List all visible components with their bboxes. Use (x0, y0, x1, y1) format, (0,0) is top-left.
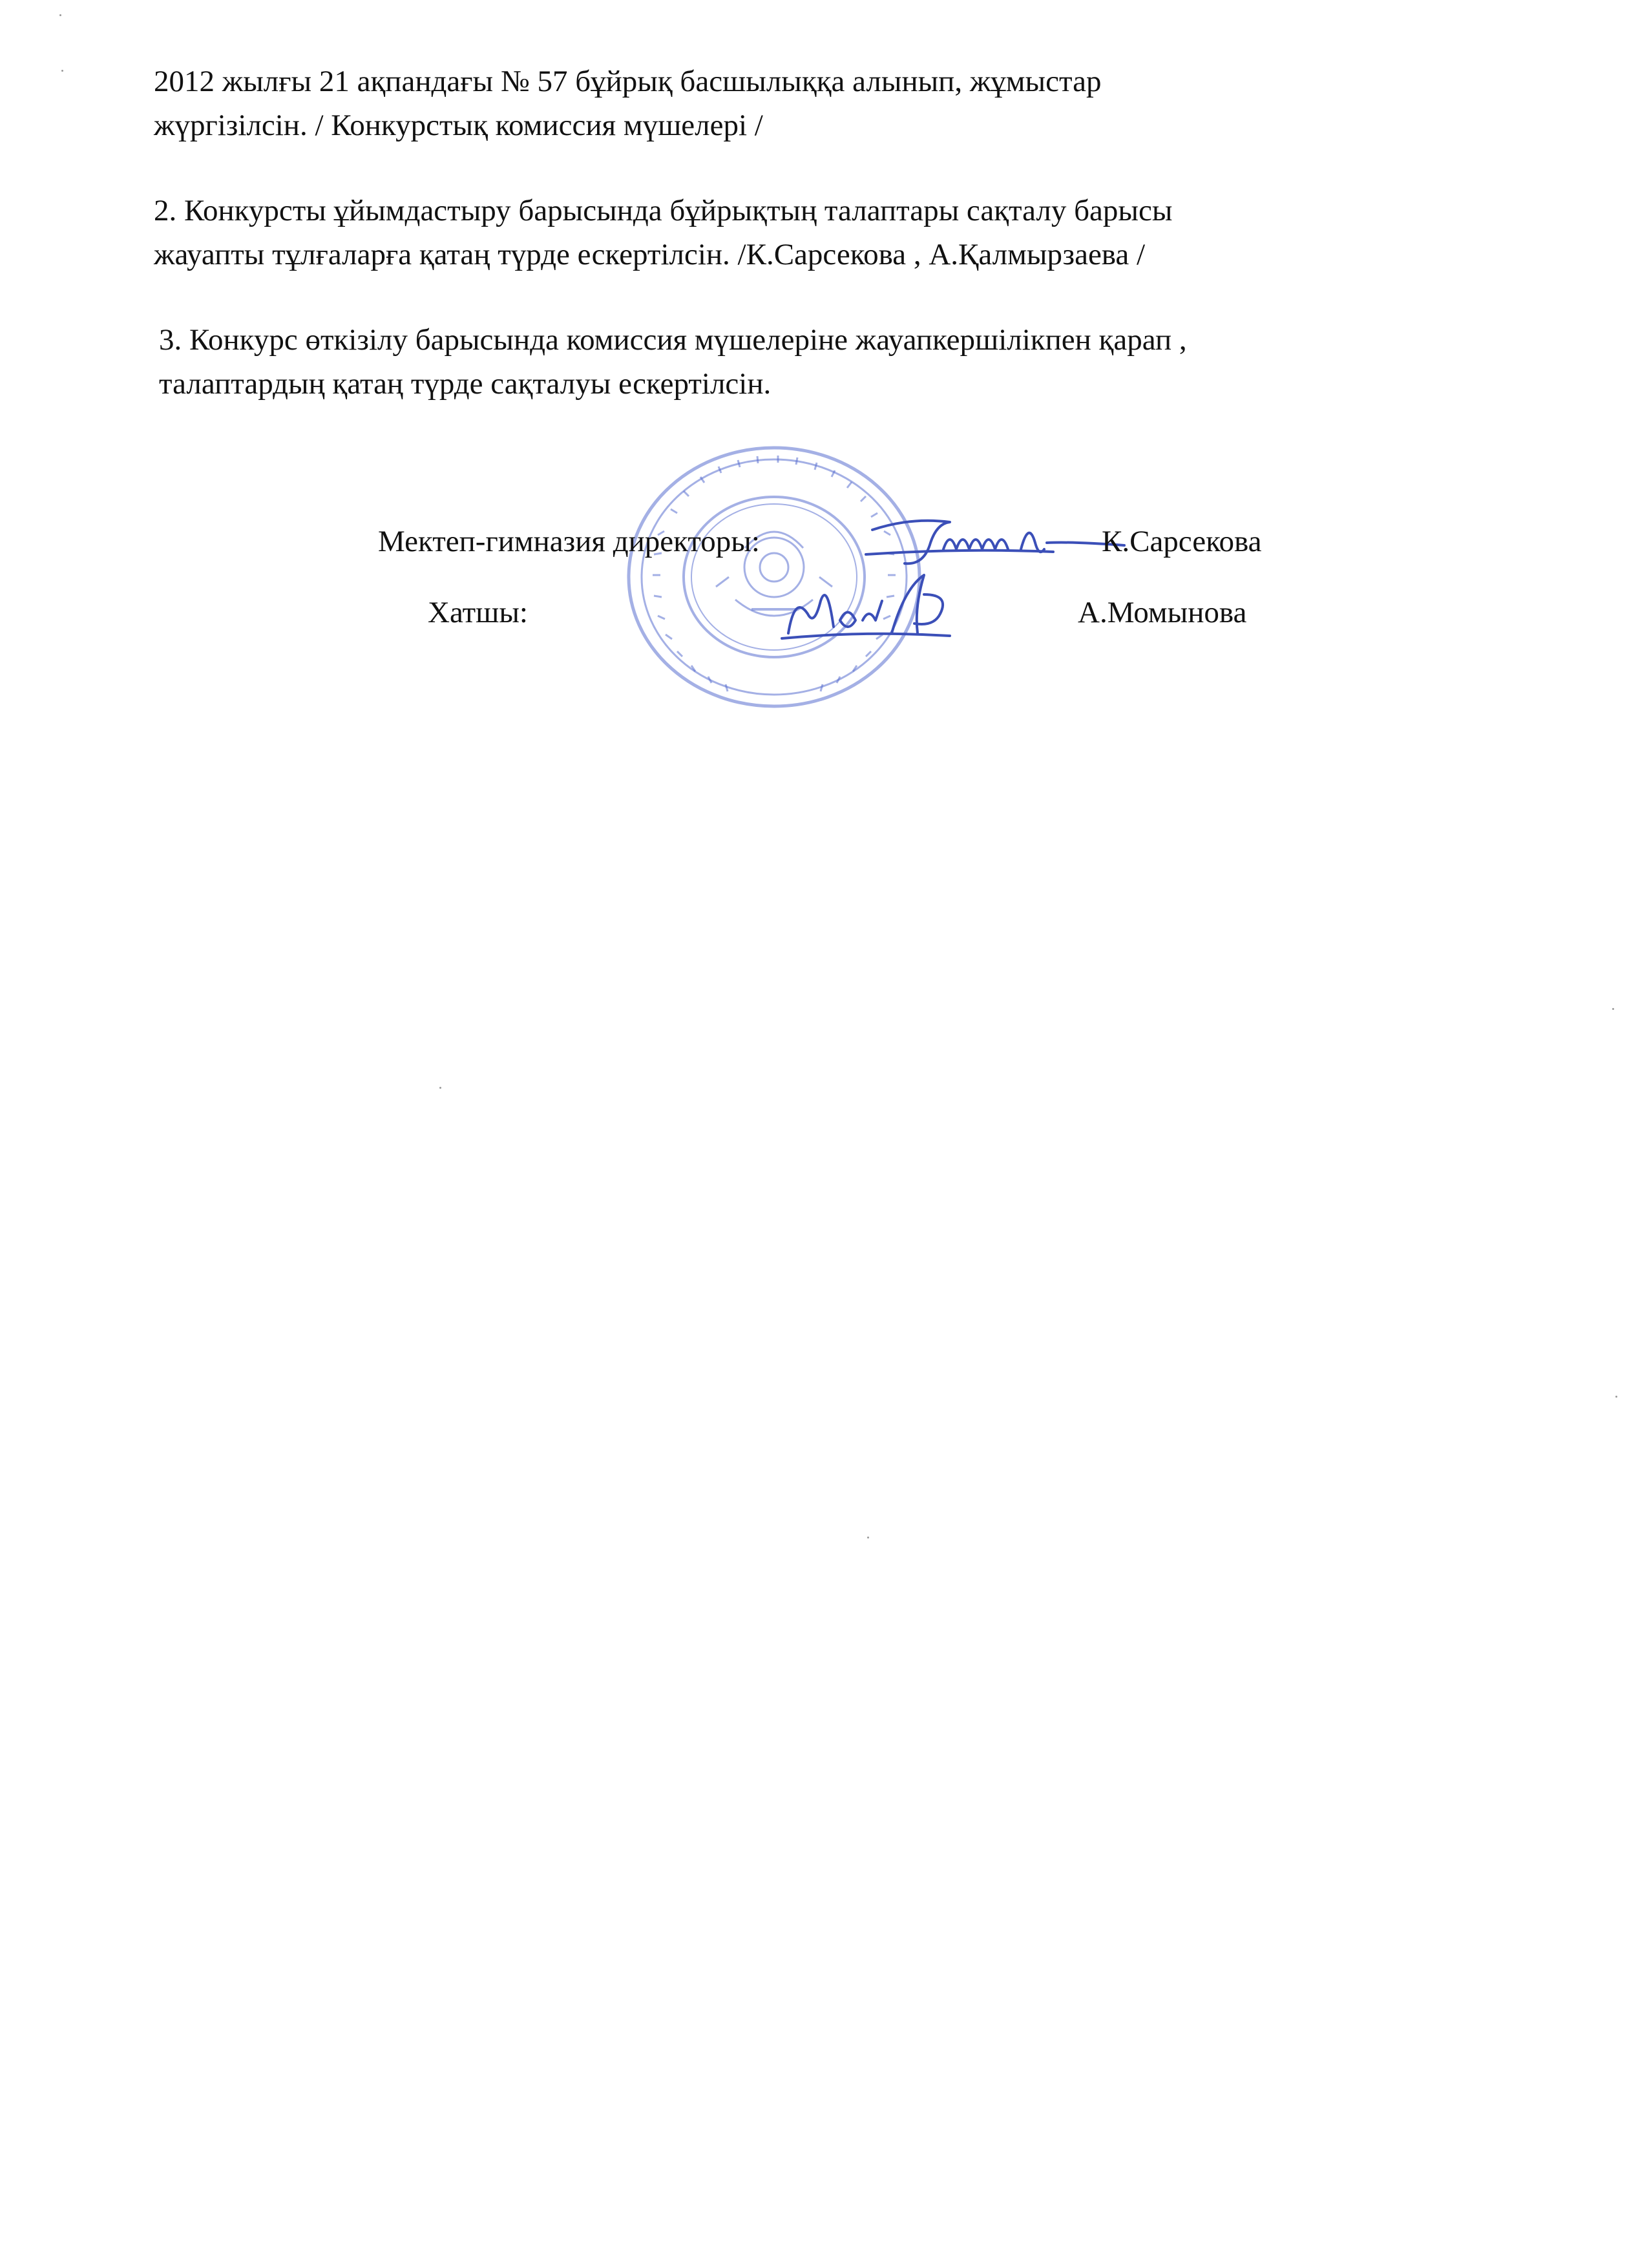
paragraph-2-line-2: жауапты тұлғаларға қатаң түрде ескертілсін. /К.Сарсекова , А.Қалмырзаева / (154, 238, 1146, 271)
paragraph-1 (154, 59, 1498, 147)
scan-speck (867, 1537, 869, 1538)
scan-speck (61, 70, 63, 72)
paragraph-2-line-1: 2. Конкурсты ұйымдастыру барысында бұйрықтың талаптары сақталу барысы (154, 194, 1173, 227)
paragraph-3-line-1: 3. Конкурс өткізілу барысында комиссия мүшелеріне жауапкершілікпен қарап , (159, 323, 1187, 357)
paragraph-1-line-1: 2012 жылғы 21 ақпандағы № 57 бұйрық басшылыққа алынып, жұмыстар (154, 65, 1102, 98)
scan-speck (59, 14, 61, 16)
secretary-name: А.Момынова (1078, 596, 1247, 629)
paragraph-3 (159, 318, 1503, 406)
secretary-label: Хатшы: (428, 596, 528, 629)
paragraph-3-line-2: талаптардың қатаң түрде сақталуы ескертілсін. (159, 367, 772, 401)
scan-speck (1612, 1008, 1614, 1010)
scan-speck (1615, 1396, 1617, 1398)
secretary-signature (775, 569, 969, 653)
director-signature (859, 504, 1131, 575)
director-label: Мектеп-гимназия директоры: (378, 525, 760, 558)
director-name: К.Сарсекова (1102, 525, 1262, 558)
scan-speck (439, 1087, 441, 1089)
paragraph-2 (154, 189, 1498, 277)
paragraph-1-line-2: жүргізілсін. / Конкурстық комиссия мүшелері / (154, 109, 763, 142)
